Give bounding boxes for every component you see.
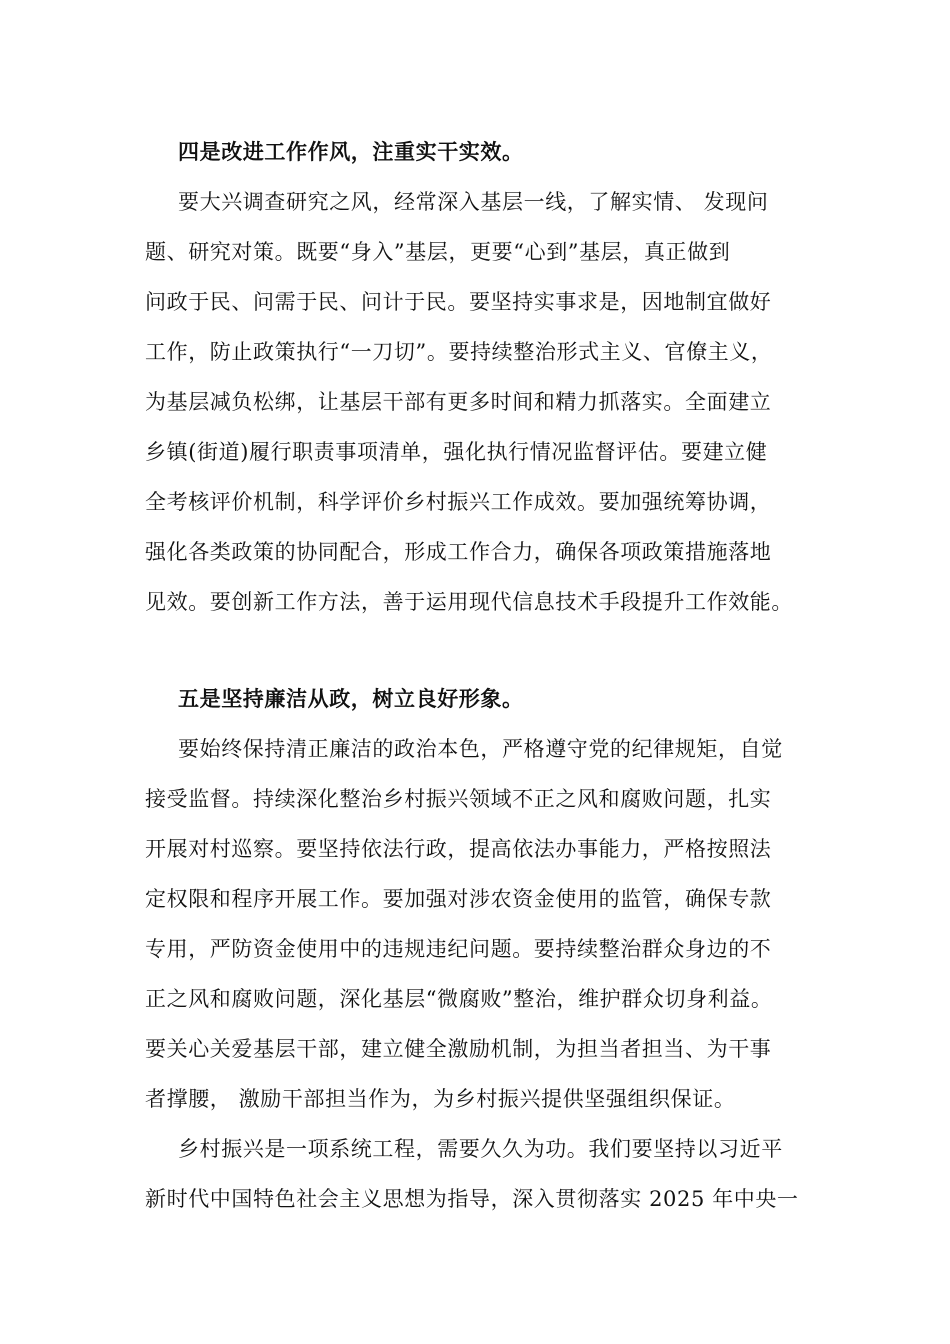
- section-5-line-5: 专用，严防资金使用中的违规违纪问题。要持续整治群众身边的不: [145, 937, 772, 961]
- section-4-line-4: 工作，防止政策执行“一刀切”。要持续整治形式主义、官僚主义，: [145, 340, 773, 364]
- section-4-line-5: 为基层减负松绑，让基层干部有更多时间和精力抓落实。全面建立: [145, 390, 772, 414]
- section-5-line-8: 者撑腰， 激励干部担当作为，为乡村振兴提供坚强组织保证。: [145, 1087, 736, 1111]
- section-5-line-6: 正之风和腐败问题，深化基层“微腐败”整治，维护群众切身利益。: [145, 987, 773, 1011]
- section-4-line-8: 强化各类政策的协同配合，形成工作合力，确保各项政策措施落地: [145, 540, 772, 564]
- section-5-heading: 五是坚持廉洁从政，树立良好形象。: [178, 686, 524, 711]
- section-5-line-2: 接受监督。持续深化整治乡村振兴领域不正之风和腐败问题，扎实: [145, 787, 772, 811]
- conclusion-line-1: 乡村振兴是一项系统工程，需要久久为功。我们要坚持以习近平: [178, 1137, 783, 1161]
- section-5-line-4: 定权限和程序开展工作。要加强对涉农资金使用的监管，确保专款: [145, 887, 772, 911]
- conclusion-line-2: 新时代中国特色社会主义思想为指导，深入贯彻落实 2025 年中央一: [145, 1187, 799, 1211]
- section-5-line-1: 要始终保持清正廉洁的政治本色，严格遵守党的纪律规矩，自觉: [178, 737, 783, 761]
- section-5-line-7: 要关心关爱基层干部，建立健全激励机制，为担当者担当、为干事: [145, 1037, 772, 1061]
- section-4-heading: 四是改进工作作风，注重实干实效。: [178, 139, 524, 164]
- section-5-line-3: 开展对村巡察。要坚持依法行政，提高依法办事能力，严格按照法: [145, 837, 772, 861]
- section-4-line-2: 题、研究对策。既要“身入”基层，更要“心到”基层，真正做到: [145, 240, 731, 264]
- section-4-line-7: 全考核评价机制，科学评价乡村振兴工作成效。要加强统筹协调，: [145, 490, 772, 514]
- section-4-line-9: 见效。要创新工作方法，善于运用现代信息技术手段提升工作效能。: [145, 590, 793, 614]
- section-4-line-1: 要大兴调查研究之风，经常深入基层一线，了解实情、 发现问: [178, 190, 769, 214]
- section-4-line-6: 乡镇(街道)履行职责事项清单，强化执行情况监督评估。要建立健: [145, 440, 768, 464]
- section-4-line-3: 问政于民、问需于民、问计于民。要坚持实事求是，因地制宜做好: [145, 290, 772, 314]
